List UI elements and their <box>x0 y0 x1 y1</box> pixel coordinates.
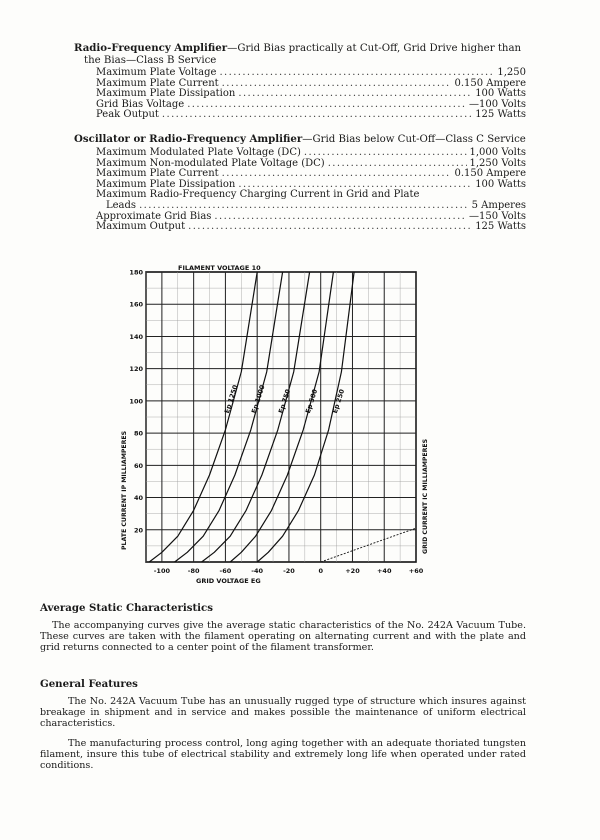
plate-curve-label: Ep 750 <box>276 388 293 415</box>
plate-curve-label: Ep 250 <box>330 388 347 415</box>
oscillator-heading-bold: Oscillator or Radio-Frequency Amplifier <box>74 133 303 145</box>
spec-label: Approximate Grid Bias <box>96 210 212 222</box>
x-axis-label: GRID VOLTAGE EG <box>196 577 261 585</box>
x-tick-label: -80 <box>187 567 200 575</box>
spec-leader-dots <box>304 148 467 159</box>
y-tick-label: 120 <box>129 365 143 374</box>
spec-row <box>96 110 526 121</box>
spec-leader-dots <box>162 110 472 121</box>
spec-value: 1,250 <box>497 67 526 78</box>
general-features-p2: The manufacturing process control, long aging together with an adequate thoriated tungsten filament, insure this tube of electrical stability and extremely long life when operated under rated conditions. <box>40 738 526 771</box>
oscillator-heading-rest: —Grid Bias below Cut-Off—Class C Service <box>302 134 526 145</box>
spec-row <box>96 148 526 159</box>
spec-leader-dots <box>222 169 452 180</box>
spec-label: Maximum Plate Dissipation <box>96 178 236 190</box>
spec-leader-dots <box>139 201 469 212</box>
spec-label: Maximum Modulated Plate Voltage (DC) <box>96 147 301 158</box>
spec-row <box>96 190 526 201</box>
y-tick-label: 160 <box>129 300 143 309</box>
grid-current-axis-label: GRID CURRENT IC MILLIAMPERES <box>422 438 429 554</box>
spec-leader-dots <box>222 79 452 90</box>
oscillator-heading <box>74 133 526 146</box>
spec-value: 1,000 Volts <box>469 147 526 158</box>
y-tick-label: 80 <box>133 429 143 438</box>
y-tick-label: 40 <box>133 494 143 503</box>
spec-label: Maximum Plate Current <box>96 77 219 89</box>
characteristic-curves-chart <box>118 262 448 587</box>
spec-value: 0.150 Ampere <box>454 168 526 180</box>
spec-label: Leads <box>106 199 137 211</box>
spec-label: Maximum Plate Current <box>96 168 219 180</box>
y-tick-label: 100 <box>129 397 143 406</box>
y-tick-label: 60 <box>133 461 143 470</box>
avg-static-text: The accompanying curves give the average static characteristics of the No. 242A Vacuum Tube. These curves are taken with the filament operating on alternating current and with the plate and grid returns connected to a center point of the filament transformer. <box>40 620 526 653</box>
spec-value: 100 Watts <box>475 178 526 190</box>
x-tick-label: 0 <box>318 567 323 575</box>
spec-row <box>96 100 526 111</box>
avg-static-heading: Average Static Characteristics <box>40 602 213 614</box>
general-features-p1: The No. 242A Vacuum Tube has an unusually rugged type of structure which insures against breakage in shipment and in service and makes possible the maintenance of uniform electrical characteristics. <box>40 696 526 729</box>
plate-curve-label: Ep 1250 <box>222 383 240 415</box>
spec-row <box>96 201 526 212</box>
spec-value: 125 Watts <box>475 109 526 121</box>
x-tick-label: -40 <box>251 567 264 575</box>
spec-label: Maximum Radio-Frequency Charging Current in Grid and Plate <box>96 189 420 201</box>
chart-title: FILAMENT VOLTAGE 10 <box>178 264 261 272</box>
y-tick-label: 20 <box>133 526 143 535</box>
x-tick-label: -100 <box>153 567 171 575</box>
x-tick-label: -60 <box>219 567 232 575</box>
spec-value: 100 Watts <box>475 88 526 100</box>
rf-amplifier-heading <box>74 42 521 67</box>
y-tick-label: 140 <box>129 332 143 341</box>
spec-leader-dots <box>219 68 494 79</box>
y-tick-label: 180 <box>129 268 143 277</box>
plate-curve-label: Ep 500 <box>303 388 320 415</box>
spec-label: Peak Output <box>96 109 159 121</box>
oscillator-spec-list <box>96 148 526 233</box>
spec-leader-dots <box>188 222 472 233</box>
spec-label: Grid Bias Voltage <box>96 98 185 110</box>
spec-leader-dots <box>328 159 467 170</box>
spec-label: Maximum Plate Voltage <box>96 67 217 78</box>
spec-row <box>96 68 526 79</box>
rf-amplifier-heading-bold: Radio-Frequency Amplifier <box>74 42 228 54</box>
spec-label: Maximum Output <box>96 221 186 233</box>
spec-leader-dots <box>187 100 466 111</box>
spec-leader-dots <box>238 89 472 100</box>
x-tick-label: +60 <box>408 567 424 575</box>
y-axis-label: PLATE CURRENT IP MILLIAMPERES <box>121 430 128 550</box>
spec-value: 5 Amperes <box>471 199 526 211</box>
spec-row <box>96 222 526 233</box>
spec-value: 0.150 Ampere <box>454 77 526 89</box>
spec-value: —100 Volts <box>469 98 526 110</box>
spec-label: Maximum Non-modulated Plate Voltage (DC) <box>96 157 325 169</box>
rf-amplifier-heading-rest: —Grid Bias practically at Cut-Off, Grid Drive higher than <box>227 43 522 54</box>
spec-value: 1,250 Volts <box>469 157 526 169</box>
spec-label: Maximum Plate Dissipation <box>96 88 236 100</box>
spec-value: —150 Volts <box>469 210 526 222</box>
x-tick-label: +40 <box>376 567 392 575</box>
rf-amplifier-heading-line2: the Bias—Class B Service <box>84 55 217 66</box>
rf-amplifier-spec-list <box>96 68 526 121</box>
spec-value: 125 Watts <box>475 221 526 233</box>
spec-leader-dots <box>214 212 466 223</box>
general-features-heading: General Features <box>40 678 138 690</box>
x-tick-label: +20 <box>345 567 360 575</box>
plate-curve-label: Ep 1000 <box>249 383 267 415</box>
x-tick-label: -20 <box>283 567 295 575</box>
